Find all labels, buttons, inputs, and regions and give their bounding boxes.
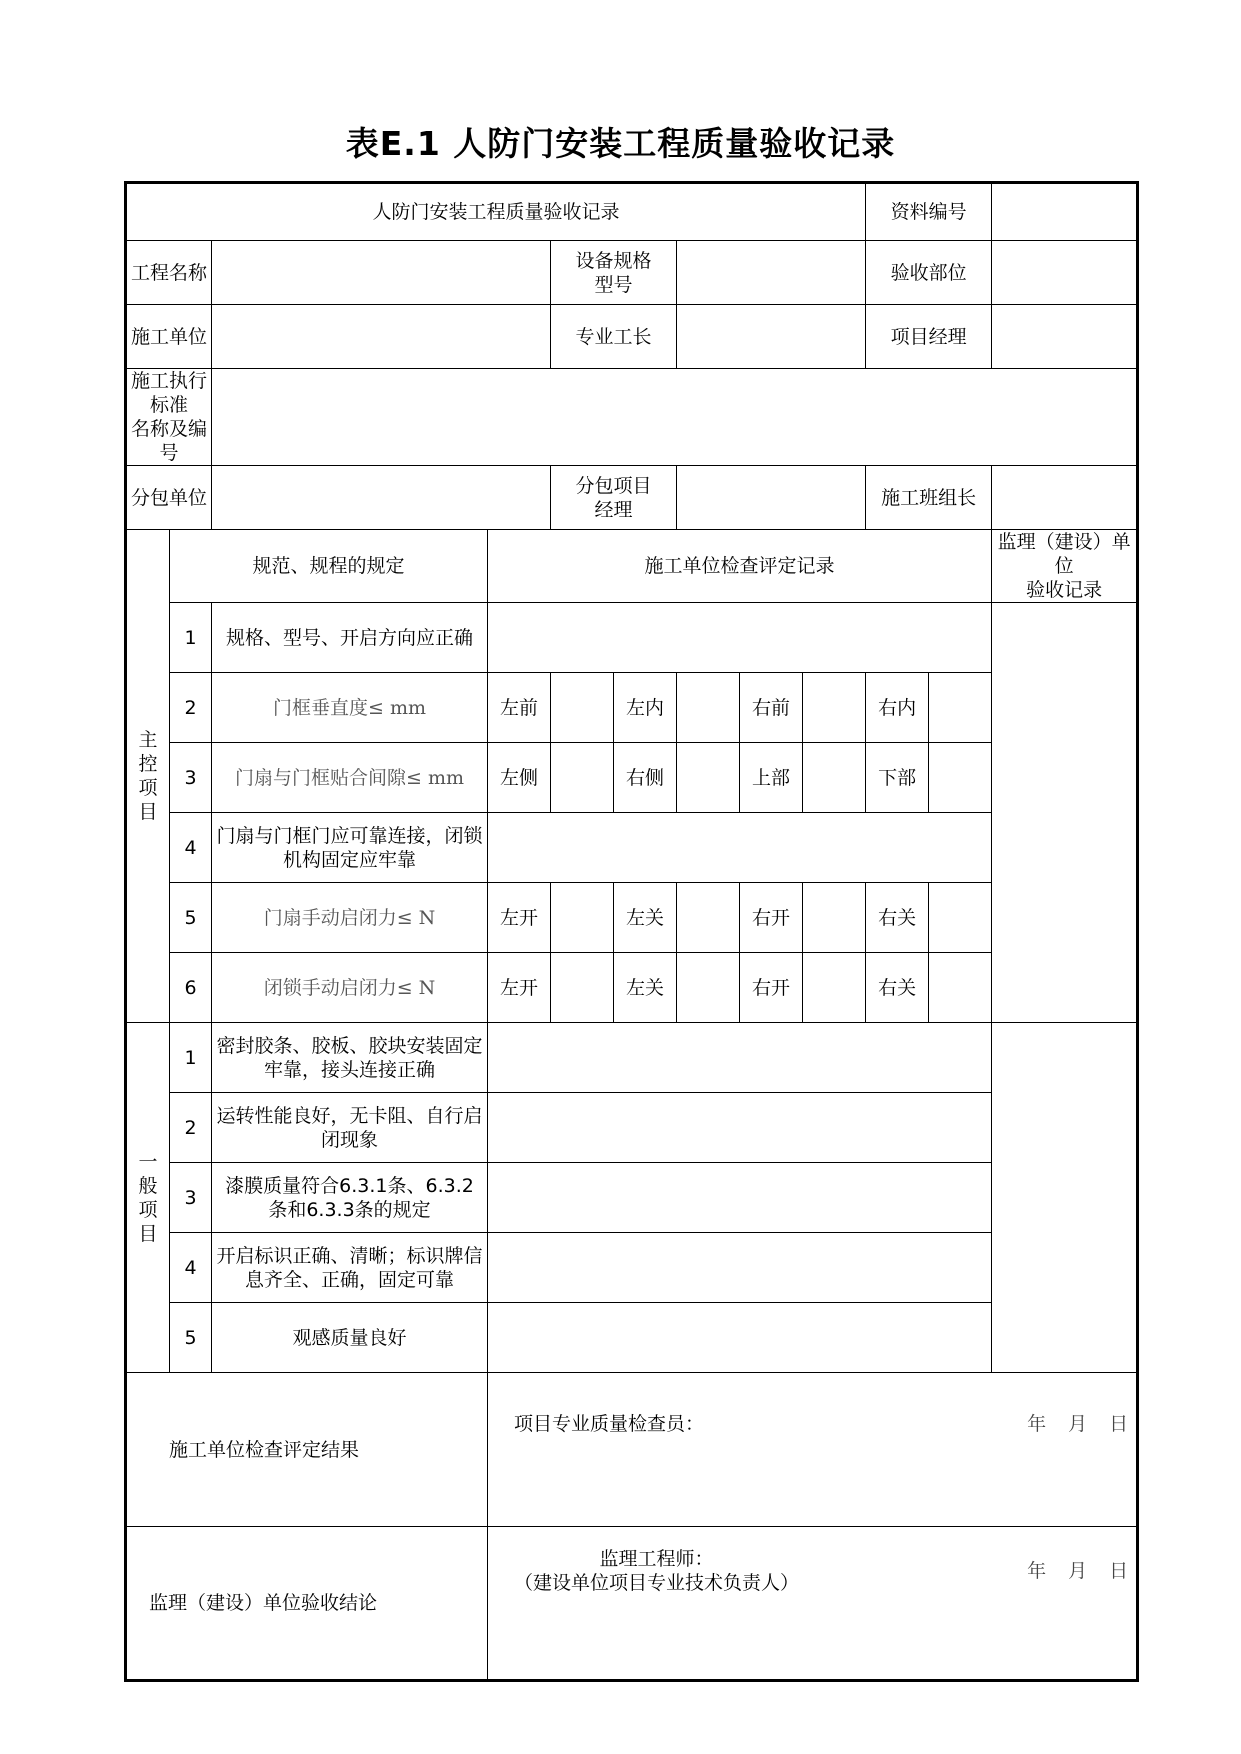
project-name-label: 工程名称: [126, 241, 212, 305]
measure-field[interactable]: [677, 743, 740, 813]
measure-label: 右内: [866, 673, 929, 743]
items-header-row: [126, 530, 1138, 603]
main-control-label: 主 控 项 目: [126, 530, 170, 1023]
acceptance-part-label: 验收部位: [866, 241, 992, 305]
measure-label: 左开: [488, 953, 551, 1023]
foreman-label: 专业工长: [551, 305, 677, 369]
main-supervision-field[interactable]: [992, 603, 1138, 1023]
item-number: 3: [170, 1163, 212, 1233]
measure-label: 左侧: [488, 743, 551, 813]
main-item-row-2: [126, 673, 1138, 743]
item-text: 漆膜质量符合6.3.1条、6.3.2条和6.3.3条的规定: [212, 1163, 488, 1233]
measure-label: 右开: [740, 953, 803, 1023]
main-item-row-4: [126, 813, 1138, 883]
sub-unit-field[interactable]: [212, 466, 551, 530]
supervision-column-header: 监理（建设）单位 验收记录: [992, 530, 1138, 603]
result-label: 施工单位检查评定结果: [126, 1373, 488, 1527]
project-name-field[interactable]: [212, 241, 551, 305]
check-record-column-header: 施工单位检查评定记录: [488, 530, 992, 603]
conclusion-label: 监理（建设）单位验收结论: [126, 1527, 488, 1681]
acceptance-part-field[interactable]: [992, 241, 1138, 305]
foreman-field[interactable]: [677, 305, 866, 369]
measure-label: 右关: [866, 883, 929, 953]
main-item-row-1: [126, 603, 1138, 673]
item-text: 门扇与门框贴合间隙≤ mm: [212, 743, 488, 813]
equipment-field[interactable]: [677, 241, 866, 305]
result-row: [126, 1373, 1138, 1527]
measure-field[interactable]: [929, 883, 992, 953]
measure-field[interactable]: [803, 883, 866, 953]
sub-pm-label: 分包项目 经理: [551, 466, 677, 530]
item-number: 5: [170, 883, 212, 953]
form-name: 人防门安装工程质量验收记录: [126, 183, 866, 241]
measure-label: 上部: [740, 743, 803, 813]
measure-label: 右关: [866, 953, 929, 1023]
measure-field[interactable]: [929, 673, 992, 743]
general-supervision-field[interactable]: [992, 1023, 1138, 1373]
check-record-field[interactable]: [488, 1093, 992, 1163]
item-text: 门框垂直度≤ mm: [212, 673, 488, 743]
measure-field[interactable]: [803, 953, 866, 1023]
check-record-field[interactable]: [488, 1163, 992, 1233]
item-number: 6: [170, 953, 212, 1023]
general-label: 一 般 项 目: [126, 1023, 170, 1373]
header-row-2: [126, 241, 1138, 305]
general-item-row-3: [126, 1163, 1138, 1233]
measure-label: 左关: [614, 953, 677, 1023]
measure-field[interactable]: [551, 673, 614, 743]
acceptance-form-table: [124, 181, 1139, 1682]
measure-field[interactable]: [803, 673, 866, 743]
general-item-row-4: [126, 1233, 1138, 1303]
item-number: 1: [170, 1023, 212, 1093]
measure-label: 左前: [488, 673, 551, 743]
item-number: 3: [170, 743, 212, 813]
measure-field[interactable]: [551, 743, 614, 813]
item-number: 2: [170, 673, 212, 743]
engineer-signature: 监理工程师： （建设单位项目专业技术负责人）: [514, 1548, 800, 1594]
item-number: 4: [170, 1233, 212, 1303]
item-text: 密封胶条、胶板、胶块安装固定牢靠，接头连接正确: [212, 1023, 488, 1093]
main-item-row-5: [126, 883, 1138, 953]
pm-field[interactable]: [992, 305, 1138, 369]
measure-label: 左关: [614, 883, 677, 953]
item-text: 开启标识正确、清晰；标识牌信息齐全、正确，固定可靠: [212, 1233, 488, 1303]
conclusion-date: 年 月 日: [1027, 1560, 1133, 1582]
item-text: 规格、型号、开启方向应正确: [212, 603, 488, 673]
general-item-row-1: [126, 1023, 1138, 1093]
general-item-row-5: [126, 1303, 1138, 1373]
check-record-field[interactable]: [488, 603, 992, 673]
measure-label: 右侧: [614, 743, 677, 813]
check-record-field[interactable]: [488, 1303, 992, 1373]
measure-label: 左开: [488, 883, 551, 953]
equipment-label: 设备规格 型号: [551, 241, 677, 305]
item-text: 门扇与门框门应可靠连接，闭锁机构固定应牢靠: [212, 813, 488, 883]
measure-label: 左内: [614, 673, 677, 743]
main-item-row-3: [126, 743, 1138, 813]
measure-field[interactable]: [551, 953, 614, 1023]
measure-field[interactable]: [677, 673, 740, 743]
check-record-field[interactable]: [488, 1233, 992, 1303]
construction-unit-label: 施工单位: [126, 305, 212, 369]
header-row-4: [126, 369, 1138, 466]
general-item-row-2: [126, 1093, 1138, 1163]
measure-field[interactable]: [551, 883, 614, 953]
item-number: 4: [170, 813, 212, 883]
doc-no-label: 资料编号: [866, 183, 992, 241]
result-field[interactable]: [488, 1373, 1138, 1527]
doc-no-field[interactable]: [992, 183, 1138, 241]
check-record-field[interactable]: [488, 813, 992, 883]
team-leader-field[interactable]: [992, 466, 1138, 530]
measure-label: 右前: [740, 673, 803, 743]
construction-unit-field[interactable]: [212, 305, 551, 369]
sub-pm-field[interactable]: [677, 466, 866, 530]
standard-field[interactable]: [212, 369, 1138, 466]
header-row-3: [126, 305, 1138, 369]
item-text: 门扇手动启闭力≤ N: [212, 883, 488, 953]
result-date: 年 月 日: [1027, 1412, 1133, 1435]
spec-column-header: 规范、规程的规定: [170, 530, 488, 603]
inspector-label: 项目专业质量检查员：: [514, 1412, 705, 1435]
measure-label: 右开: [740, 883, 803, 953]
item-text: 运转性能良好，无卡阻、自行启闭现象: [212, 1093, 488, 1163]
conclusion-row: [126, 1527, 1138, 1681]
main-item-row-6: [126, 953, 1138, 1023]
measure-field[interactable]: [929, 743, 992, 813]
measure-field[interactable]: [803, 743, 866, 813]
measure-field[interactable]: [677, 953, 740, 1023]
header-row-5: [126, 466, 1138, 530]
header-row-1: [126, 183, 1138, 241]
pm-label: 项目经理: [866, 305, 992, 369]
item-number: 1: [170, 603, 212, 673]
standard-label: 施工执行标准 名称及编号: [126, 369, 212, 466]
item-number: 2: [170, 1093, 212, 1163]
conclusion-field[interactable]: [488, 1527, 1138, 1681]
item-text: 闭锁手动启闭力≤ N: [212, 953, 488, 1023]
page-title: 表E.1 人防门安装工程质量验收记录: [345, 124, 896, 163]
measure-label: 下部: [866, 743, 929, 813]
sub-unit-label: 分包单位: [126, 466, 212, 530]
measure-field[interactable]: [929, 953, 992, 1023]
measure-field[interactable]: [677, 883, 740, 953]
item-number: 5: [170, 1303, 212, 1373]
item-text: 观感质量良好: [212, 1303, 488, 1373]
check-record-field[interactable]: [488, 1023, 992, 1093]
team-leader-label: 施工班组长: [866, 466, 992, 530]
